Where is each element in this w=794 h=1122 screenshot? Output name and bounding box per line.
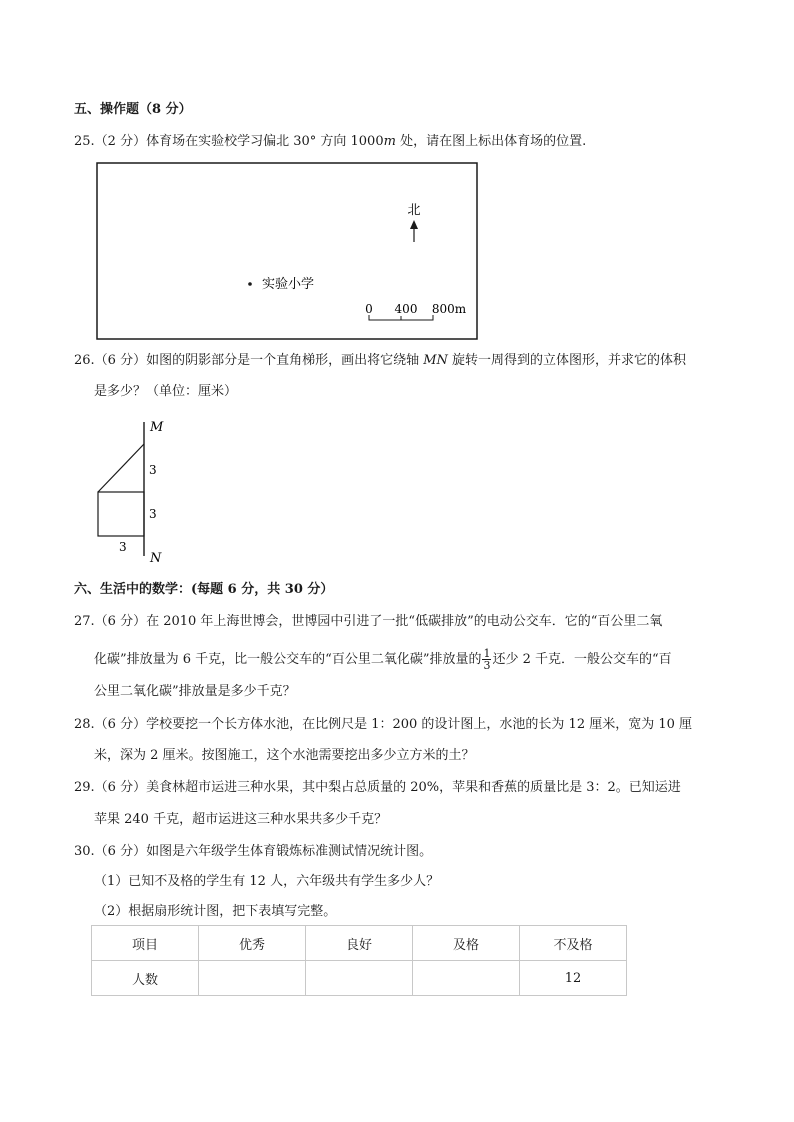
triangle-hypotenuse xyxy=(98,444,144,492)
question-29-line1: 29.（6 分）美食林超市运进三种水果，其中梨占总质量的 20%，苹果和香蕉的质量比是 3：2。已知运进 xyxy=(74,780,681,795)
question-26-line1 xyxy=(74,352,686,370)
q26-trapezoid-figure xyxy=(90,414,180,566)
q26-suffix: 旋转一周得到的立体图形，并求它的体积 xyxy=(447,353,687,368)
q27-suffix: 还少 2 千克．一般公交车的“百 xyxy=(492,652,672,667)
table-cell xyxy=(199,961,306,996)
question-28-line2: 米，深为 2 厘米。按图施工，这个水池需要挖出多少立方米的土？ xyxy=(94,748,475,763)
result-table xyxy=(91,925,627,996)
square-part xyxy=(98,492,144,536)
scale-label-800: 800m xyxy=(431,302,467,316)
q26-prefix: 26.（6 分）如图的阴影部分是一个直角梯形，画出将它绕轴 xyxy=(74,353,424,368)
north-arrow-head-icon xyxy=(410,220,418,229)
question-30-sub2: （2）根据扇形统计图，把下表填写完整。 xyxy=(94,904,337,919)
q25-prefix: 25.（2 分）体育场在实验校学习偏北 30° 方向 1000 xyxy=(74,134,384,149)
q26-axis: MN xyxy=(423,353,448,368)
question-25-text xyxy=(74,133,586,151)
table-header-cell: 及格 xyxy=(413,926,520,961)
table-row xyxy=(92,961,627,996)
table-cell xyxy=(413,961,520,996)
table-header-cell: 不及格 xyxy=(520,926,627,961)
question-26-line2: 是多少？（单位：厘米） xyxy=(94,384,238,399)
question-30-line1: 30.（6 分）如图是六年级学生体育锻炼标准测试情况统计图。 xyxy=(74,844,433,859)
school-point xyxy=(248,282,252,286)
section-heading: 六、生活中的数学：(每题 6 分，共 30 分） xyxy=(74,582,334,597)
table-header-cell: 优秀 xyxy=(199,926,306,961)
label-base: 3 xyxy=(119,540,127,554)
table-header-cell: 项目 xyxy=(92,926,199,961)
question-29-line2: 苹果 240 千克，超市运进这三种水果共多少千克？ xyxy=(94,812,388,827)
question-27-line1: 27.（6 分）在 2010 年上海世博会，世博园中引进了一批“低碳排放”的电动公交车．它的“百公里二氧 xyxy=(74,614,663,629)
fraction-denominator: 3 xyxy=(483,659,491,672)
fraction-one-third xyxy=(482,648,491,671)
q25-suffix: 处，请在图上标出体育场的位置. xyxy=(395,134,587,149)
school-label: 实验小学 xyxy=(262,277,315,292)
label-m: M xyxy=(150,420,164,435)
label-n: N xyxy=(150,551,162,566)
north-label: 北 xyxy=(407,203,421,218)
scale-label-0: 0 xyxy=(365,302,373,316)
question-28-line1: 28.（6 分）学校要挖一个长方体水池，在比例尺是 1：200 的设计图上，水池的长为 12 厘米，宽为 10 厘 xyxy=(74,717,693,732)
map-border xyxy=(97,163,477,339)
q25-map-figure xyxy=(96,162,480,342)
section-heading: 五、操作题（8 分） xyxy=(74,102,192,117)
label-top-side: 3 xyxy=(149,463,157,477)
question-30-sub1: （1）已知不及格的学生有 12 人，六年级共有学生多少人？ xyxy=(94,874,440,889)
q25-unit: m xyxy=(383,134,396,149)
question-27-line2 xyxy=(94,648,672,671)
table-header-row xyxy=(92,926,627,961)
table-cell: 12 xyxy=(520,961,627,996)
q27-prefix: 化碳”排放量为 6 千克，比一般公交车的“百公里二氧化碳”排放量的 xyxy=(94,652,482,667)
table-cell: 人数 xyxy=(92,961,199,996)
label-bottom-side: 3 xyxy=(149,507,157,521)
fraction-numerator: 1 xyxy=(483,647,491,660)
table-cell xyxy=(306,961,413,996)
table-header-cell: 良好 xyxy=(306,926,413,961)
question-27-line3: 公里二氧化碳”排放量是多少千克？ xyxy=(94,684,296,699)
scale-label-400: 400 xyxy=(394,302,418,316)
